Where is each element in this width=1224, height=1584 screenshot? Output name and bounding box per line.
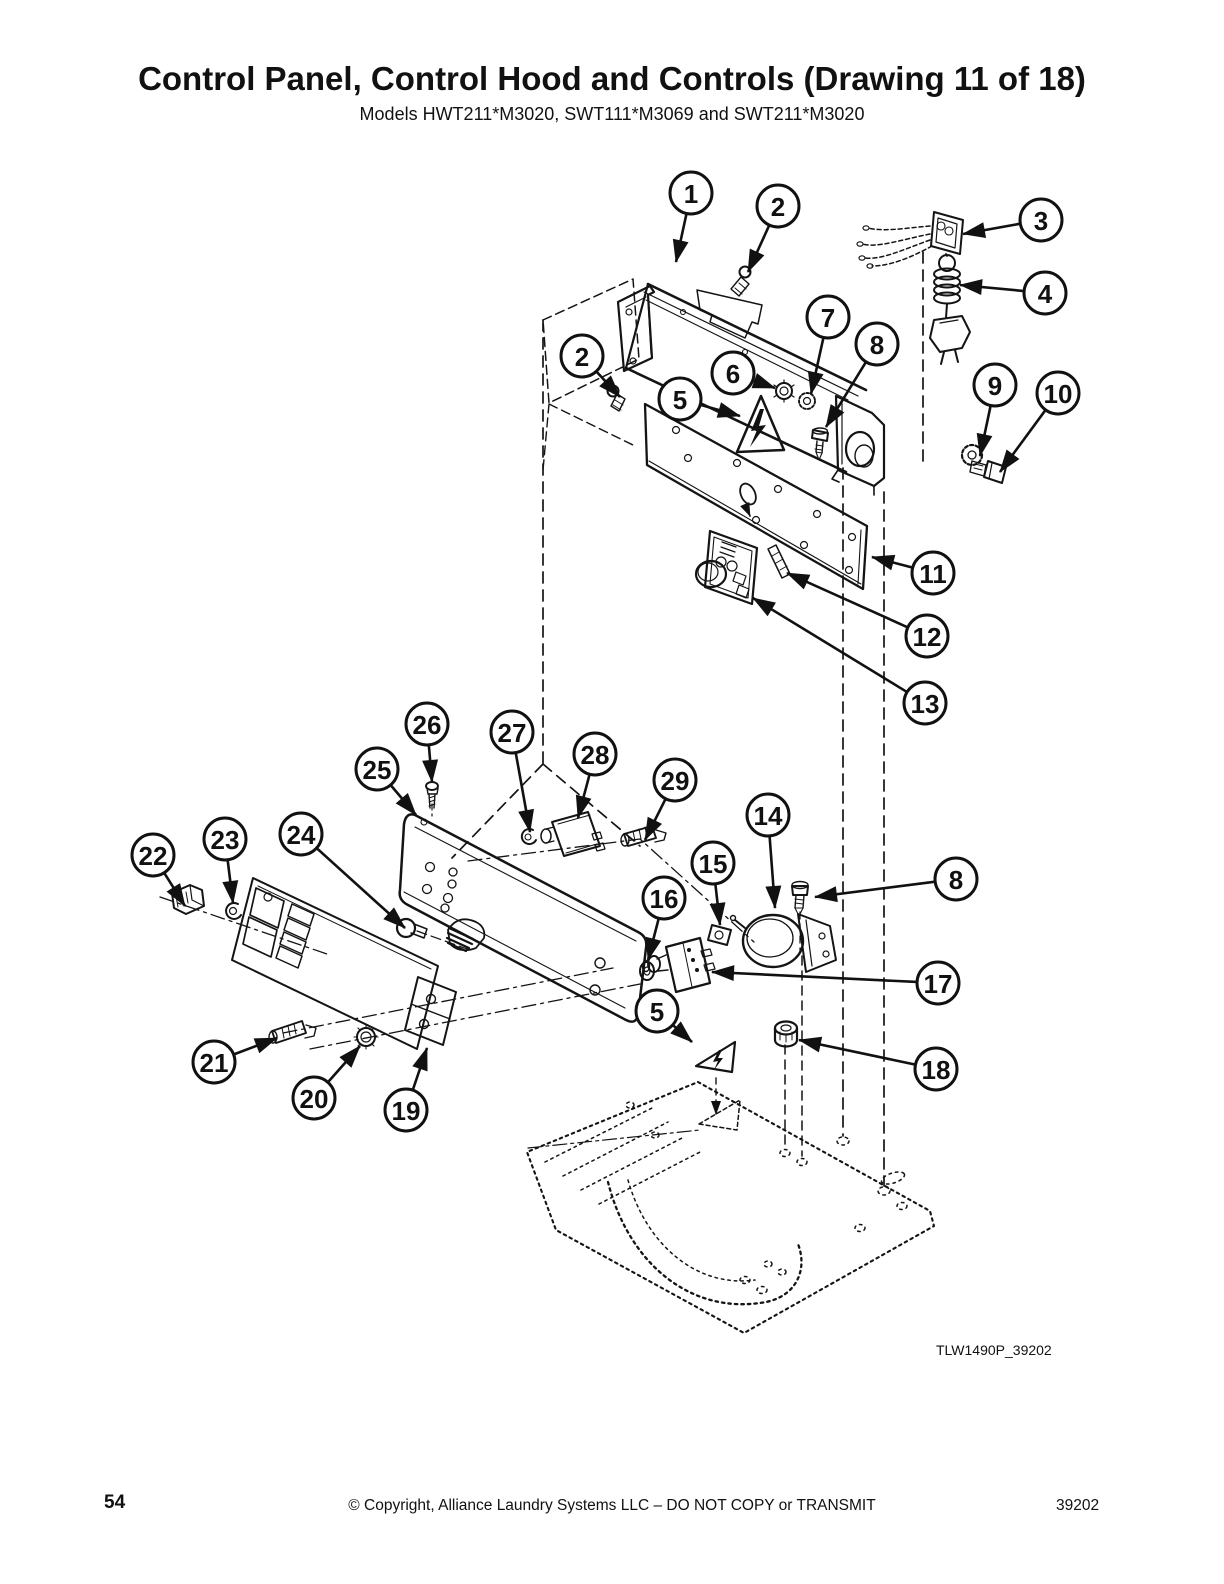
cabinet-top [527,1082,934,1333]
callout-2-1 [748,185,799,272]
callout-leader-arrow [413,1048,427,1090]
callout-25-25 [356,748,416,815]
footer-copyright: © Copyright, Alliance Laundry Systems LLC – DO NOT COPY or TRANSMIT [348,1497,876,1514]
callout-leader-arrow [960,285,1024,291]
callout-22-22 [132,834,185,906]
callout-number: 16 [649,884,679,914]
control-board [696,531,790,604]
callout-leader-arrow [676,214,687,262]
callout-number: 18 [921,1055,951,1085]
callout-number: 14 [753,801,783,831]
callout-4-3 [960,272,1066,314]
callout-number: 10 [1043,379,1073,409]
callout-leader-arrow [516,753,530,832]
callout-number: 29 [660,766,690,796]
callout-layer [132,172,1079,1131]
footer-document-number: 39202 [1056,1497,1100,1514]
callout-number: 8 [869,330,885,360]
callout-leader-arrow [980,406,991,456]
page-subtitle: Models HWT211*M3020, SWT111*M3069 and SWT211*M3020 [359,104,865,124]
callout-19-19 [385,1048,427,1131]
callout-leader-arrow [328,1046,360,1082]
star-washer-7 [799,393,815,409]
callout-number: 24 [286,820,316,850]
callout-leader-arrow [715,884,720,925]
high-voltage-warning-icon-lower [696,1042,735,1114]
callout-number: 23 [210,825,240,855]
callout-27-27 [491,711,533,832]
fasteners-and-controls [172,267,1006,1050]
callout-number: 8 [948,865,964,895]
callout-number: 5 [649,997,665,1027]
callout-leader-arrow [700,405,740,416]
callout-18-18 [799,1040,957,1090]
callout-number: 22 [138,841,168,871]
callout-leader-arrow [1000,410,1046,472]
bracket-plate [405,977,456,1045]
callout-28-28 [574,733,616,818]
button-24 [397,919,427,938]
callout-number: 1 [683,179,699,209]
callout-leader-arrow [811,338,823,394]
clip-23 [226,903,241,919]
callout-number: 2 [574,342,590,372]
callout-number: 15 [698,849,728,879]
page-title: Control Panel, Control Hood and Controls (Drawing 11 of 18) [138,60,1086,97]
grommet-18 [775,1022,797,1047]
callout-3-2 [963,199,1062,241]
callout-leader-arrow [815,882,935,897]
callout-9-9 [974,364,1016,456]
callout-leader-arrow [748,225,769,272]
screw-8-upper [812,428,828,460]
callout-number: 19 [391,1096,421,1126]
callout-number: 5 [672,385,688,415]
callout-2-4 [561,335,620,397]
callout-8-31 [815,858,977,900]
callout-17-17 [712,962,959,1004]
callout-number: 21 [199,1048,229,1078]
callout-leader-arrow [712,972,917,982]
callout-15-15 [692,842,734,925]
callout-leader-arrow [753,380,775,388]
callout-leader-arrow [391,785,416,815]
callout-26-26 [406,703,448,782]
callout-leader-arrow [826,362,866,427]
footer-page-number: 54 [104,1492,126,1513]
callout-20-20 [293,1046,360,1119]
callout-leader-arrow [317,848,405,928]
callout-number: 2 [770,192,786,222]
callout-14-14 [747,794,789,908]
callout-6-6 [712,352,775,394]
callout-21-21 [193,1038,277,1083]
callout-leader-arrow [770,836,775,908]
callout-number: 27 [497,718,527,748]
callout-number: 12 [912,622,942,652]
pressure-switch-14 [731,914,837,972]
callout-number: 6 [725,359,741,389]
callout-16-16 [643,877,685,960]
callout-number: 7 [820,303,836,333]
callout-number: 25 [362,755,392,785]
figure-reference-label: TLW1490P_39202 [936,1342,1052,1358]
callout-leader-arrow [648,918,659,960]
screw-8-lower [792,882,808,917]
light-29 [621,826,666,846]
screw-12 [768,545,790,578]
callout-leader-arrow [963,224,1020,234]
callout-number: 20 [299,1084,329,1114]
callout-24-24 [280,813,405,928]
callout-leader-arrow [234,1038,277,1055]
nut-6 [774,380,794,402]
callout-1-0 [670,172,712,262]
callout-leader-arrow [799,1040,915,1065]
square-nut-15 [708,925,731,945]
construction-lines [160,252,923,1186]
callout-number: 13 [910,689,940,719]
callout-number: 4 [1037,279,1053,309]
callout-leader-arrow [872,557,913,568]
callout-5-30 [636,990,692,1042]
callout-23-23 [204,818,246,903]
callout-leader-arrow [673,1025,692,1042]
callout-leader-arrow [429,745,432,782]
knob-22 [172,885,204,914]
callout-number: 26 [412,710,442,740]
callout-number: 3 [1033,206,1049,236]
switch-28 [541,812,605,856]
callout-number: 9 [987,371,1003,401]
screw-2-left [608,386,626,412]
callout-leader-arrow [228,860,233,903]
callout-number: 17 [923,969,953,999]
callout-number: 28 [580,740,610,770]
callout-number: 11 [919,559,947,589]
